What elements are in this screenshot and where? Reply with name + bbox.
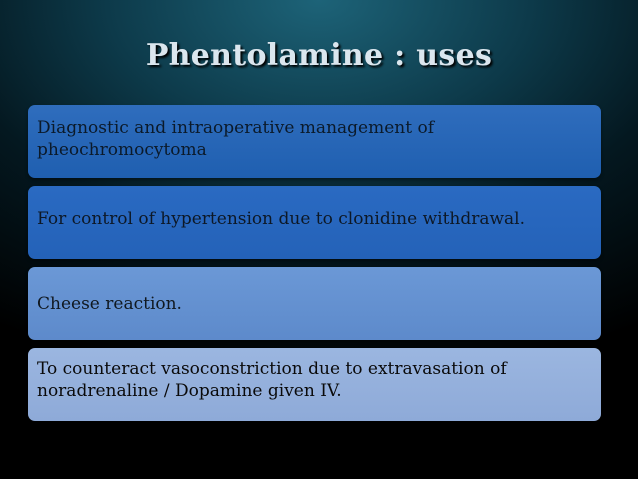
list-item (28, 348, 601, 421)
list-item-text: For control of hypertension due to clonidine withdrawal. (37, 209, 526, 229)
list-item-text: Diagnostic and intraoperative management of pheochromocytoma (37, 118, 434, 160)
list-item (28, 186, 601, 259)
list-item-text: Cheese reaction. (37, 294, 182, 314)
list-item (28, 267, 601, 340)
uses-list (28, 105, 601, 429)
list-item-text: To counteract vasoconstriction due to extravasation of noradrenaline / Dopamine given IV. (37, 359, 507, 401)
list-item (28, 105, 601, 178)
slide-title: Phentolamine : uses (145, 38, 493, 73)
